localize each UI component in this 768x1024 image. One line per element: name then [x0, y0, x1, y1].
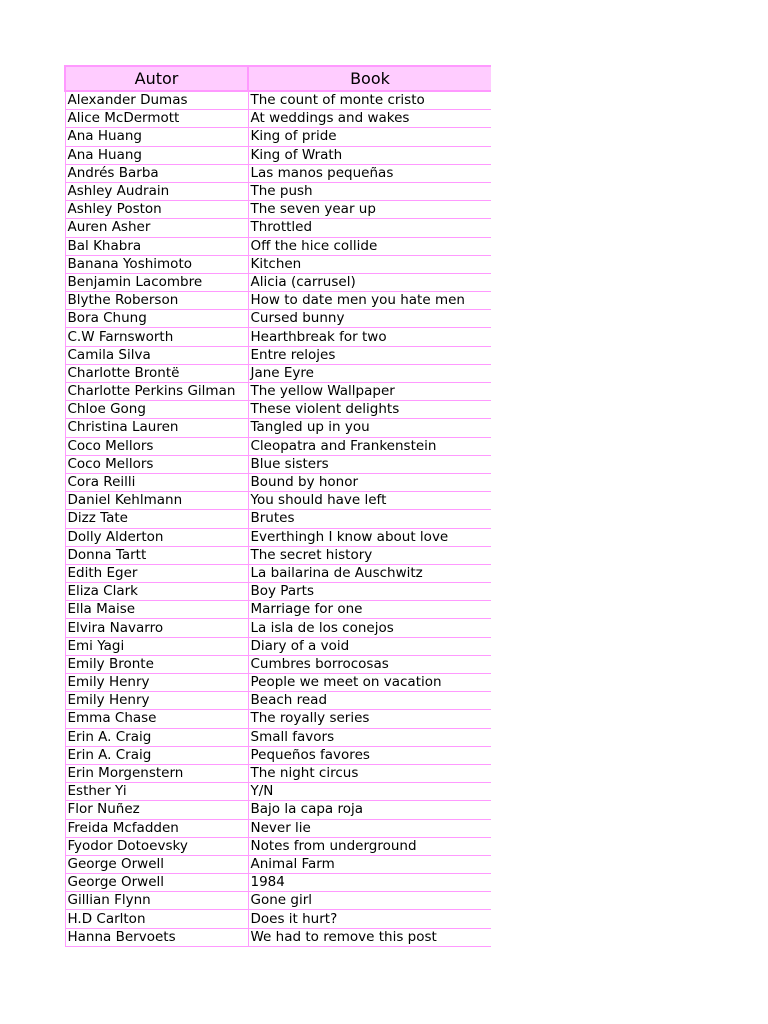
author-cell[interactable]: Emma Chase [65, 710, 248, 728]
book-cell[interactable]: The secret history [248, 546, 491, 564]
book-cell[interactable]: How to date men you hate men [248, 292, 491, 310]
book-cell[interactable]: Cursed bunny [248, 310, 491, 328]
book-cell[interactable]: The yellow Wallpaper [248, 383, 491, 401]
table-row [65, 401, 491, 419]
table-row [65, 310, 491, 328]
table-row [65, 237, 491, 255]
table-row [65, 764, 491, 782]
book-cell[interactable]: Beach read [248, 692, 491, 710]
header-row [65, 66, 491, 91]
author-cell[interactable]: Emily Henry [65, 674, 248, 692]
table-row [65, 637, 491, 655]
book-cell[interactable]: Hearthbreak for two [248, 328, 491, 346]
author-cell[interactable]: Bal Khabra [65, 237, 248, 255]
author-cell[interactable]: Bora Chung [65, 310, 248, 328]
book-cell[interactable]: The night circus [248, 764, 491, 782]
book-cell[interactable]: Las manos pequeñas [248, 164, 491, 182]
book-cell[interactable]: People we meet on vacation [248, 674, 491, 692]
book-cell[interactable]: Notes from underground [248, 837, 491, 855]
author-cell[interactable]: Auren Asher [65, 219, 248, 237]
book-cell[interactable]: The royally series [248, 710, 491, 728]
author-cell[interactable]: Coco Mellors [65, 455, 248, 473]
author-cell[interactable]: Dizz Tate [65, 510, 248, 528]
book-cell[interactable]: Small favors [248, 728, 491, 746]
author-cell[interactable]: Hanna Bervoets [65, 928, 248, 946]
author-cell[interactable]: Ashley Poston [65, 201, 248, 219]
table-row [65, 583, 491, 601]
book-cell[interactable]: Boy Parts [248, 583, 491, 601]
table-row [65, 855, 491, 873]
author-cell[interactable]: Banana Yoshimoto [65, 255, 248, 273]
table-row [65, 674, 491, 692]
book-cell[interactable]: Y/N [248, 783, 491, 801]
author-cell[interactable]: Gillian Flynn [65, 892, 248, 910]
author-cell[interactable]: Eliza Clark [65, 583, 248, 601]
author-cell[interactable]: Ana Huang [65, 128, 248, 146]
book-cell[interactable]: At weddings and wakes [248, 110, 491, 128]
table-row [65, 110, 491, 128]
table-row [65, 437, 491, 455]
table-row [65, 182, 491, 200]
author-cell[interactable]: Christina Lauren [65, 419, 248, 437]
table-row [65, 383, 491, 401]
author-cell[interactable]: Daniel Kehlmann [65, 492, 248, 510]
author-cell[interactable]: Erin A. Craig [65, 728, 248, 746]
author-cell[interactable]: Erin A. Craig [65, 746, 248, 764]
author-cell[interactable]: Emily Henry [65, 692, 248, 710]
book-cell[interactable]: These violent delights [248, 401, 491, 419]
table-row [65, 874, 491, 892]
table-row [65, 201, 491, 219]
author-cell[interactable]: Alexander Dumas [65, 91, 248, 110]
book-cell[interactable]: Cleopatra and Frankenstein [248, 437, 491, 455]
book-cell[interactable]: Off the hice collide [248, 237, 491, 255]
author-cell[interactable]: Flor Nuñez [65, 801, 248, 819]
book-cell[interactable]: La isla de los conejos [248, 619, 491, 637]
header-autor[interactable]: Autor [65, 66, 248, 91]
table-row [65, 601, 491, 619]
table-row [65, 910, 491, 928]
table-row [65, 710, 491, 728]
table-row [65, 292, 491, 310]
author-cell[interactable]: Ana Huang [65, 146, 248, 164]
table-row [65, 219, 491, 237]
table-row [65, 892, 491, 910]
author-cell[interactable]: Cora Reilli [65, 473, 248, 491]
book-cell[interactable]: Does it hurt? [248, 910, 491, 928]
book-cell[interactable]: La bailarina de Auschwitz [248, 564, 491, 582]
book-cell[interactable]: The push [248, 182, 491, 200]
table-row [65, 819, 491, 837]
table-row [65, 564, 491, 582]
table-row [65, 419, 491, 437]
book-cell[interactable]: Everthingh I know about love [248, 528, 491, 546]
book-cell[interactable]: King of Wrath [248, 146, 491, 164]
author-cell[interactable]: C.W Farnsworth [65, 328, 248, 346]
book-cell[interactable]: Diary of a void [248, 637, 491, 655]
book-cell[interactable]: Marriage for one [248, 601, 491, 619]
book-cell[interactable]: 1984 [248, 874, 491, 892]
author-cell[interactable]: Alice McDermott [65, 110, 248, 128]
table-row [65, 619, 491, 637]
table-row [65, 655, 491, 673]
book-cell[interactable]: Entre relojes [248, 346, 491, 364]
author-cell[interactable]: Chloe Gong [65, 401, 248, 419]
table-row [65, 346, 491, 364]
book-cell[interactable]: Brutes [248, 510, 491, 528]
table-row [65, 255, 491, 273]
table-row [65, 510, 491, 528]
author-cell[interactable]: George Orwell [65, 855, 248, 873]
book-cell[interactable]: Bound by honor [248, 473, 491, 491]
author-cell[interactable]: H.D Carlton [65, 910, 248, 928]
author-cell[interactable]: Ella Maise [65, 601, 248, 619]
table-row [65, 728, 491, 746]
author-cell[interactable]: Andrés Barba [65, 164, 248, 182]
table-row [65, 801, 491, 819]
book-cell[interactable]: Never lie [248, 819, 491, 837]
table-row [65, 91, 491, 110]
author-cell[interactable]: Benjamin Lacombre [65, 273, 248, 291]
author-cell[interactable]: Charlotte Brontë [65, 364, 248, 382]
book-cell[interactable]: Jane Eyre [248, 364, 491, 382]
book-cell[interactable]: Kitchen [248, 255, 491, 273]
book-cell[interactable]: King of pride [248, 128, 491, 146]
book-cell[interactable]: You should have left [248, 492, 491, 510]
book-cell[interactable]: We had to remove this post [248, 928, 491, 946]
author-cell[interactable]: Camila Silva [65, 346, 248, 364]
table-row [65, 364, 491, 382]
author-cell[interactable]: Edith Eger [65, 564, 248, 582]
author-cell[interactable]: Charlotte Perkins Gilman [65, 383, 248, 401]
book-cell[interactable]: Cumbres borrocosas [248, 655, 491, 673]
header-book[interactable]: Book [248, 66, 491, 91]
table-row [65, 455, 491, 473]
book-cell[interactable]: Throttled [248, 219, 491, 237]
book-cell[interactable]: Pequeños favores [248, 746, 491, 764]
table-row [65, 837, 491, 855]
author-cell[interactable]: Ashley Audrain [65, 182, 248, 200]
author-cell[interactable]: Emily Bronte [65, 655, 248, 673]
table-row [65, 546, 491, 564]
author-cell[interactable]: George Orwell [65, 874, 248, 892]
author-cell[interactable]: Coco Mellors [65, 437, 248, 455]
table-row [65, 146, 491, 164]
table-row [65, 492, 491, 510]
book-table [64, 65, 491, 947]
book-cell[interactable]: Alicia (carrusel) [248, 273, 491, 291]
table-row [65, 528, 491, 546]
table-row [65, 783, 491, 801]
book-cell[interactable]: The seven year up [248, 201, 491, 219]
table-row [65, 164, 491, 182]
book-cell[interactable]: The count of monte cristo [248, 91, 491, 110]
table-row [65, 273, 491, 291]
book-cell[interactable]: Tangled up in you [248, 419, 491, 437]
author-cell[interactable]: Donna Tartt [65, 546, 248, 564]
author-cell[interactable]: Esther Yi [65, 783, 248, 801]
book-cell[interactable]: Blue sisters [248, 455, 491, 473]
table-row [65, 328, 491, 346]
author-cell[interactable]: Blythe Roberson [65, 292, 248, 310]
table-row [65, 473, 491, 491]
author-cell[interactable]: Freida Mcfadden [65, 819, 248, 837]
book-cell[interactable]: Gone girl [248, 892, 491, 910]
table-row [65, 928, 491, 946]
table-row [65, 692, 491, 710]
book-cell[interactable]: Animal Farm [248, 855, 491, 873]
table-row [65, 128, 491, 146]
author-cell[interactable]: Elvira Navarro [65, 619, 248, 637]
author-cell[interactable]: Dolly Alderton [65, 528, 248, 546]
book-cell[interactable]: Bajo la capa roja [248, 801, 491, 819]
author-cell[interactable]: Emi Yagi [65, 637, 248, 655]
author-cell[interactable]: Erin Morgenstern [65, 764, 248, 782]
table-row [65, 746, 491, 764]
author-cell[interactable]: Fyodor Dotoevsky [65, 837, 248, 855]
